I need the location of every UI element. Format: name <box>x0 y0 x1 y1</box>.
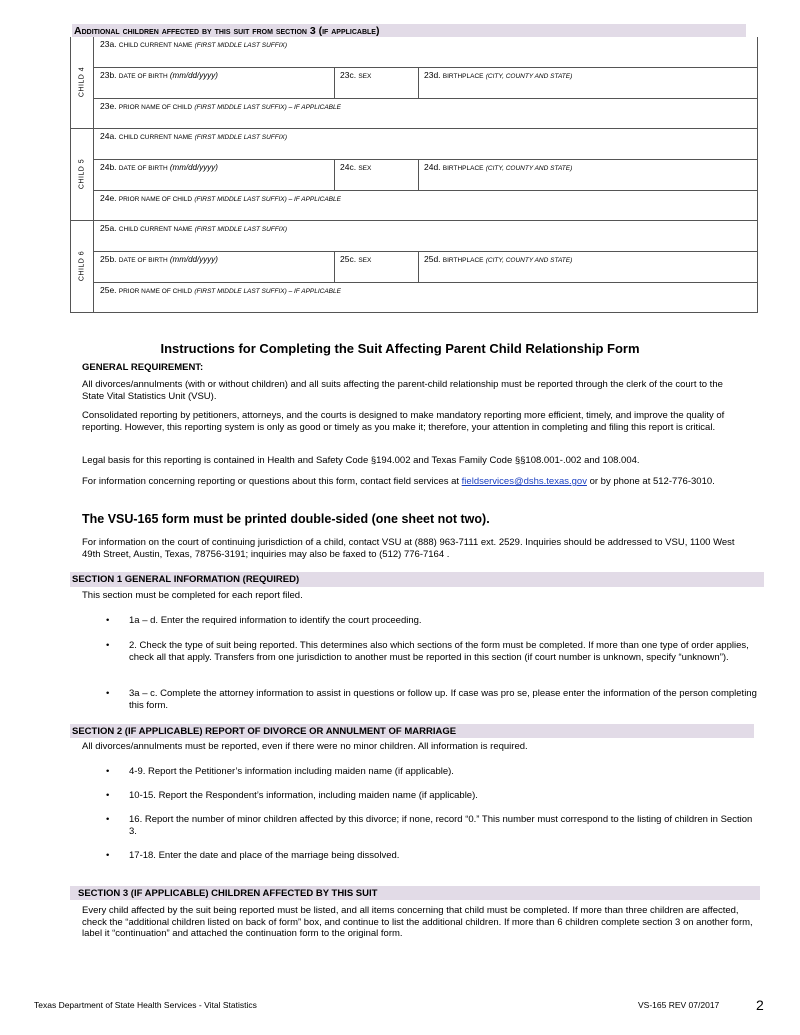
child-5-dob-row <box>94 160 757 191</box>
bullet: • <box>106 766 110 777</box>
general-paragraph-4: For information concerning reporting or questions about this form, contact field services at fieldservices@dshs.texas.gov or by phone at 512-776-3010. <box>82 476 715 487</box>
section-3-intro: Every child affected by the suit being reported must be listed, and all items concerning that child must be completed. If more than three children are affected, check the “additional children listed on back of form” box, and continue to list the additional children. If more than 6 children complete section 3 on another form, label it “continuation” and attached the continuation form to the original form. <box>82 905 753 939</box>
child-6-prior-name-field[interactable]: 25e. PRIOR NAME OF CHILD (FIRST MIDDLE LAST SUFFIX) – IF APPLICABLE <box>100 285 341 295</box>
footer-form-number: VS-165 REV 07/2017 <box>638 1000 720 1010</box>
section-2-bullet-3: 16. Report the number of minor children affected by this divorce; if none, record “0.” This number must correspond to the listing of children in Section 3. <box>129 814 753 837</box>
double-sided-notice: The VSU-165 form must be printed double-sided (one sheet not two). <box>82 512 490 526</box>
child-4-dob-row <box>94 68 757 99</box>
section-1-heading: SECTION 1 GENERAL INFORMATION (REQUIRED) <box>70 572 764 587</box>
page-number: 2 <box>756 997 764 1013</box>
child-5-label: CHILD 5 <box>78 158 86 190</box>
child-6-dob-row <box>94 252 757 283</box>
child-6-label: CHILD 6 <box>78 250 86 282</box>
bullet: • <box>106 615 110 626</box>
section-1-bullet-3: 3a – c. Complete the attorney information to assist in questions or follow up. If case was pro se, please enter the information of the person completing this form. <box>129 688 757 711</box>
section-2-intro: All divorces/annulments must be reported, even if there were no minor children. All information is required. <box>82 741 528 752</box>
general-requirement-heading: GENERAL REQUIREMENT: <box>82 362 204 373</box>
section-1-bullet-2: 2. Check the type of suit being reported. This determines also which sections of the form must be completed. If more than one type of order applies, check all that apply. Transfers from one jurisdiction to another must be reported in this section (if court number is unknown, specify “unknown”). <box>129 640 749 663</box>
bullet: • <box>106 688 110 699</box>
child-4-name-field[interactable]: 23a. CHILD CURRENT NAME (FIRST MIDDLE LAST SUFFIX) <box>94 37 757 68</box>
section-2-bullet-4: 17-18. Enter the date and place of the marriage being dissolved. <box>129 850 400 861</box>
additional-children-heading: Additional children affected by this suit from section 3 (if applicable) <box>72 24 746 37</box>
child-4-dob-field[interactable]: 23b. DATE OF BIRTH (mm/dd/yyyy) <box>100 70 218 80</box>
child-5-sex-field[interactable]: 24c. SEX <box>340 162 372 172</box>
child-6-dob-field[interactable]: 25b. DATE OF BIRTH (mm/dd/yyyy) <box>100 254 218 264</box>
section-1-bullet-1: 1a – d. Enter the required information to identify the court proceeding. <box>129 615 422 626</box>
bullet: • <box>106 814 110 825</box>
additional-children-table <box>70 37 758 313</box>
child-5-name-field[interactable]: 24a. CHILD CURRENT NAME (FIRST MIDDLE LAST SUFFIX) <box>94 129 757 160</box>
child-4-label: CHILD 4 <box>78 66 86 98</box>
section-3-heading: SECTION 3 (IF APPLICABLE) CHILDREN AFFECTED BY THIS SUIT <box>70 886 760 900</box>
section-2-bullet-1: 4-9. Report the Petitioner’s information including maiden name (if applicable). <box>129 766 454 777</box>
bullet: • <box>106 790 110 801</box>
general-paragraph-3: Legal basis for this reporting is contained in Health and Safety Code §194.002 and Texas Family Code §§108.001-.002 and 108.004. <box>82 455 640 466</box>
section-1-intro: This section must be completed for each report filed. <box>82 590 303 601</box>
general-paragraph-1: All divorces/annulments (with or without children) and all suits affecting the parent-child relationship must be reported through the clerk of the court to the State Vital Statistics Unit (VSU). <box>82 379 723 402</box>
child-5-block <box>71 128 757 220</box>
child-4-prior-name-field[interactable]: 23e. PRIOR NAME OF CHILD (FIRST MIDDLE LAST SUFFIX) – IF APPLICABLE <box>100 101 341 111</box>
child-5-prior-name-field[interactable]: 24e. PRIOR NAME OF CHILD (FIRST MIDDLE LAST SUFFIX) – IF APPLICABLE <box>100 193 341 203</box>
child-5-dob-field[interactable]: 24b. DATE OF BIRTH (mm/dd/yyyy) <box>100 162 218 172</box>
bullet: • <box>106 640 110 651</box>
bullet: • <box>106 850 110 861</box>
section-2-heading: SECTION 2 (IF APPLICABLE) REPORT OF DIVORCE OR ANNULMENT OF MARRIAGE <box>70 724 754 738</box>
child-6-name-field[interactable]: 25a. CHILD CURRENT NAME (FIRST MIDDLE LAST SUFFIX) <box>94 221 757 252</box>
child-5-birthplace-field[interactable]: 24d. BIRTHPLACE (CITY, COUNTY AND STATE) <box>424 162 573 172</box>
child-6-sex-field[interactable]: 25c. SEX <box>340 254 372 264</box>
field-services-email-link[interactable]: fieldservices@dshs.texas.gov <box>461 476 587 487</box>
footer-agency: Texas Department of State Health Services - Vital Statistics <box>34 1000 257 1010</box>
jurisdiction-paragraph: For information on the court of continuing jurisdiction of a child, contact VSU at (888) 963-7111 ext. 2529. Inquiries should be addressed to VSU, 1100 West 49th Street, Austin, Texas, 78756-3191; inquiries may also be faxed to (512) 776-7164 . <box>82 537 735 560</box>
child-6-block <box>71 220 757 312</box>
section-2-bullet-2: 10-15. Report the Respondent’s information, including maiden name (if applicable). <box>129 790 478 801</box>
instructions-title: Instructions for Completing the Suit Affecting Parent Child Relationship Form <box>160 341 640 356</box>
general-paragraph-2: Consolidated reporting by petitioners, attorneys, and the courts is designed to make mandatory reporting more efficient, timely, and improve the quality of reporting. However, this reporting system is only as good or timely as you make it; therefore, your attention in completing and filing this report is critical. <box>82 410 725 433</box>
child-4-block <box>71 37 757 128</box>
child-4-birthplace-field[interactable]: 23d. BIRTHPLACE (CITY, COUNTY AND STATE) <box>424 70 573 80</box>
child-4-sex-field[interactable]: 23c. SEX <box>340 70 372 80</box>
child-6-birthplace-field[interactable]: 25d. BIRTHPLACE (CITY, COUNTY AND STATE) <box>424 254 573 264</box>
